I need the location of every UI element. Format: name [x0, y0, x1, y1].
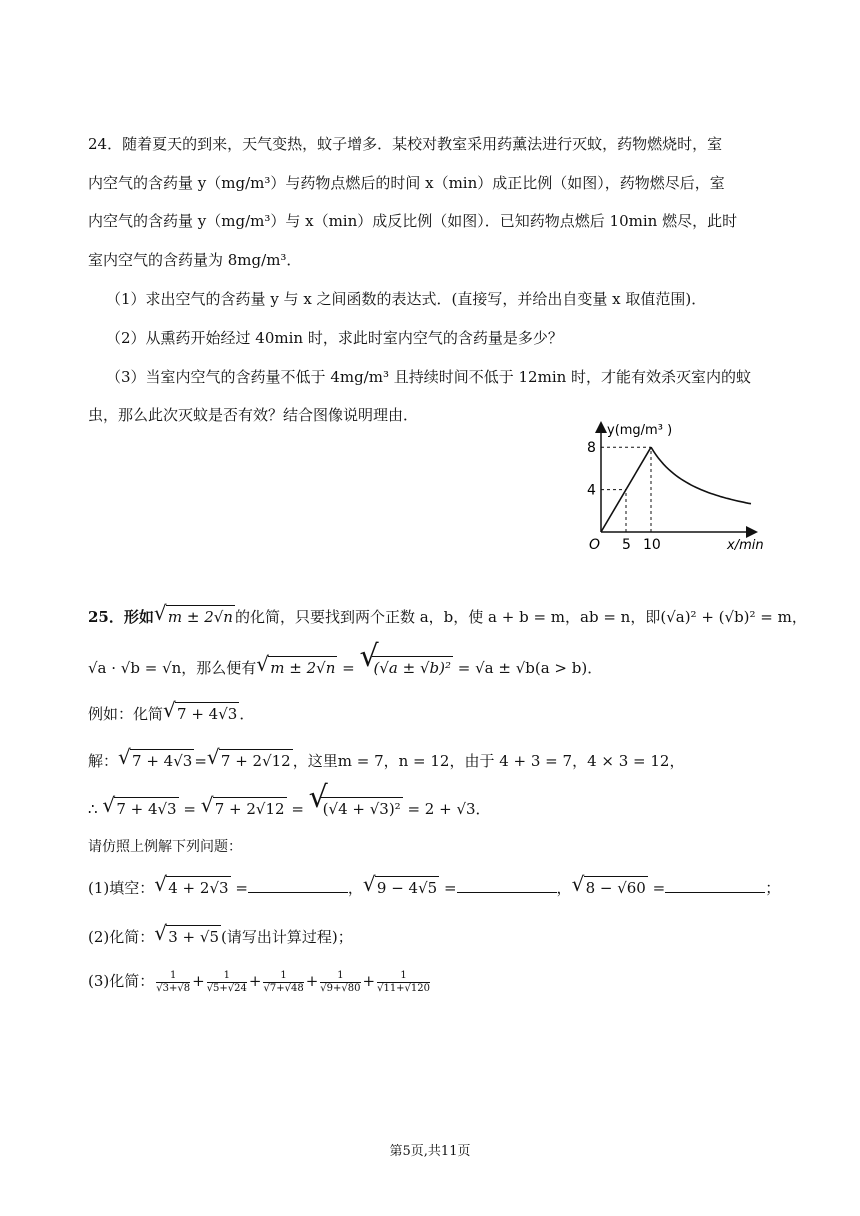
q25-part-1	[88, 876, 780, 899]
q25-sol-radical-1: √ 7 + 4√3	[120, 749, 194, 772]
q25-line-2	[88, 656, 602, 679]
p1-radical-1: √ 4 + 2√3	[156, 876, 230, 899]
answer-blank-1[interactable]	[248, 878, 348, 893]
q24-line-4: 室内空气的含药量为 8mg/m³．	[88, 251, 302, 269]
x-axis-label: x/min	[727, 538, 764, 553]
p3-label: (3)化简：	[88, 972, 155, 990]
p1-eq-3: =	[647, 879, 666, 897]
q25-therefore	[88, 797, 491, 820]
p1-radical-3: √ 8 − √60	[574, 876, 648, 899]
y-tick-label-8: 8	[587, 440, 596, 457]
q25-th-radical-2: √ 7 + 2√12	[203, 797, 287, 820]
q25-solution	[88, 749, 684, 772]
p3-plus-1: +	[192, 972, 205, 990]
answer-blank-2[interactable]	[457, 878, 557, 893]
p3-plus-2: +	[248, 972, 262, 990]
q24-sub-1: （1）求出空气的含药量 y 与 x 之间函数的表达式．(直接写，并给出自变量 x 取值范围)．	[106, 290, 707, 308]
p1-label: (1)填空：	[88, 879, 155, 897]
q25-th-radical-1: √ 7 + 4√3	[104, 797, 178, 820]
answer-blank-3[interactable]	[665, 878, 765, 893]
p3-plus-3: +	[305, 972, 319, 990]
q24-line-1: 24．随着夏天的到来，天气变热，蚊子增多．某校对教室采用药薰法进行灭蚊，药物燃烧时，室	[88, 135, 723, 153]
q25-intro-a: 25．形如	[88, 608, 154, 626]
q25-intro-b: 的化简，只要找到两个正数 a，b，使 a + b = m，ab = n，即(√a)² + (√b)² = m，	[234, 608, 807, 626]
q25-sol-text: ，这里m = 7，n = 12，由于 4 + 3 = 7，4 × 3 = 12，	[292, 752, 685, 770]
p3-fraction-4: $\frac{1}{√9+√80}$	[320, 969, 361, 994]
x-tick-label-5: 5	[622, 537, 631, 553]
therefore-symbol: ∴	[88, 800, 103, 818]
q25-line2-b: = √a ± √b(a > b)．	[452, 659, 603, 677]
p3-fraction-2: $\frac{1}{√5+√24}$	[206, 969, 247, 994]
y-axis-label: y(mg/m³ )	[607, 423, 673, 438]
p2-radical: √ 3 + √5	[156, 925, 221, 948]
q25-intro-radical: √ m ± 2√n	[156, 605, 235, 628]
p1-radical-2: √ 9 − 4√5	[365, 876, 439, 899]
x-tick-label-10: 10	[643, 537, 661, 553]
p3-fraction-1: $\frac{1}{√3+√8}$	[156, 969, 191, 994]
q25-part-3	[88, 966, 432, 996]
q25-example-radical: √ 7 + 4√3	[165, 702, 239, 725]
q25-line2-eq: =	[337, 659, 360, 677]
q25-example-end: ．	[239, 705, 255, 723]
y-tick-label-4: 4	[587, 482, 596, 499]
page-footer: 第5页,共11页	[389, 1144, 471, 1159]
q24-sub-3b: 虫，那么此次灭蚊是否有效？结合图像说明理由．	[88, 406, 419, 424]
p3-fraction-3: $\frac{1}{√7+√48}$	[263, 969, 304, 994]
q25-sol-radical-2: √ 7 + 2√12	[209, 749, 293, 772]
p2-end: (请写出计算过程)；	[221, 928, 353, 946]
q25-sol-eq: =	[194, 752, 207, 770]
p3-plus-4: +	[362, 972, 376, 990]
q25-th-eq-1: =	[178, 800, 201, 818]
q24-sub-3a: （3）当室内空气的含药量不低于 4mg/m³ 且持续时间不低于 12min 时，才能有效杀灭室内的蚊	[106, 368, 752, 386]
q25-th-end: = 2 + √3．	[402, 800, 491, 818]
p1-eq-1: =	[230, 879, 248, 897]
q25-part-2	[88, 925, 353, 948]
q25-instruction: 请仿照上例解下列问题：	[88, 839, 242, 855]
p2-label: (2)化简：	[88, 928, 155, 946]
q25-example-label: 例如：化简	[88, 705, 164, 723]
q25-example	[88, 702, 254, 725]
q25-intro	[88, 605, 807, 628]
p1-comma-2: ，	[556, 879, 572, 897]
q25-line2-radical-2: √ (√a ± √b)²	[362, 656, 453, 679]
q24-line-3: 内空气的含药量 y（mg/m³）与 x（min）成反比例（如图）．已知药物点燃后 10min 燃尽，此时	[88, 212, 738, 230]
p1-semicolon: ；	[765, 879, 781, 897]
q25-sol-label: 解：	[88, 752, 119, 770]
q25-line2-a: √a · √b = √n，那么便有	[88, 659, 257, 677]
p1-eq-2: =	[439, 879, 457, 897]
origin-label: O	[589, 537, 601, 553]
p1-comma-1: ，	[347, 879, 363, 897]
series-line-2	[651, 447, 751, 504]
p3-fraction-5: $\frac{1}{√11+√120}$	[377, 969, 431, 994]
q24-line-2: 内空气的含药量 y（mg/m³）与药物点燃后的时间 x（min）成正比例（如图），药物燃尽后，室	[88, 174, 725, 192]
q25-line2-radical-1: √ m ± 2√n	[258, 656, 337, 679]
q24-graph	[585, 418, 785, 558]
q25-th-eq-2: =	[286, 800, 309, 818]
q24-sub-2: （2）从熏药开始经过 40min 时，求此时室内空气的含药量是多少？	[106, 329, 563, 347]
q25-th-radical-3: √ (√4 + √3)²	[311, 797, 403, 820]
